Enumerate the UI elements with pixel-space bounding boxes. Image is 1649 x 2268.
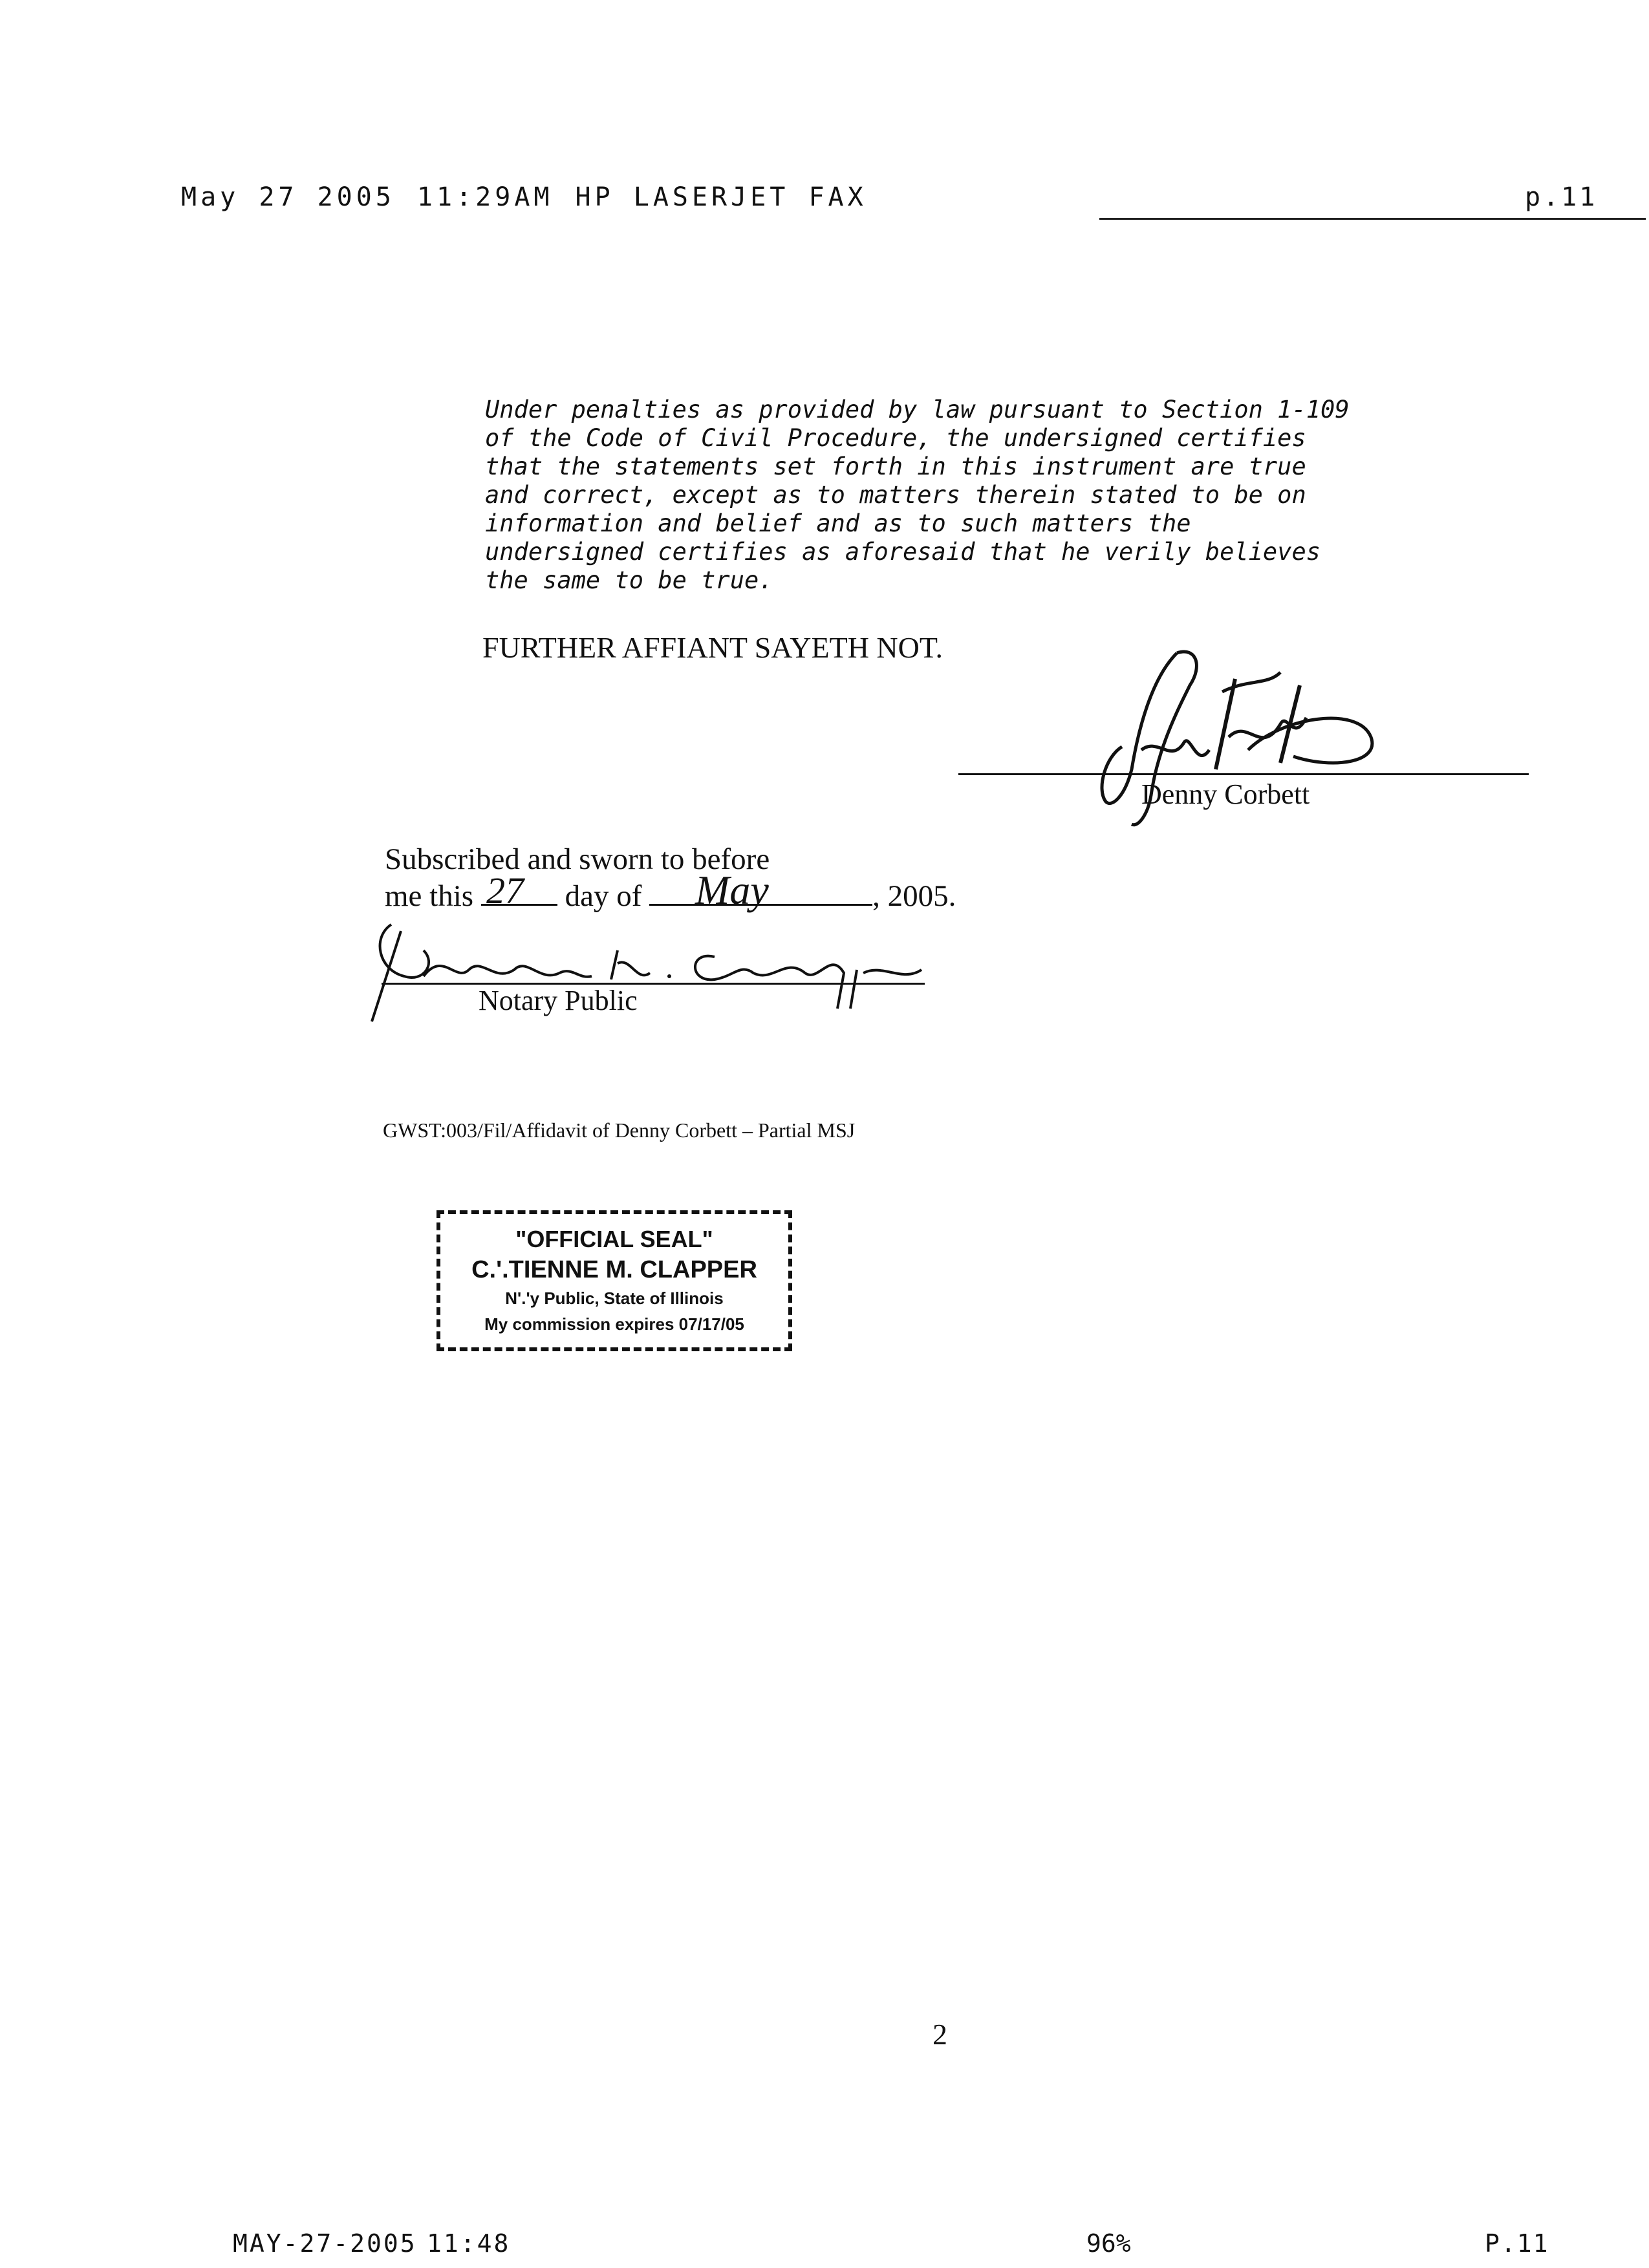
- notary-signature: [365, 912, 928, 1028]
- jurat-prefix: me this: [385, 879, 474, 913]
- affiant-name: Denny Corbett: [1141, 778, 1310, 810]
- jurat-mid: day of: [565, 879, 642, 913]
- certification-paragraph: [485, 396, 1455, 595]
- page-number: 2: [932, 2018, 947, 2051]
- official-seal-stamp: [436, 1210, 792, 1351]
- seal-jurisdiction: N'.'y Public, State of Illinois: [505, 1289, 724, 1308]
- fax-header-time: 11:29AM: [416, 182, 554, 212]
- certification-line: Under penalties as provided by law pursuant to Section 1-109: [485, 396, 1350, 423]
- fax-header-device: HP LASERJET FAX: [575, 182, 867, 212]
- fax-footer-percent: 96%: [1086, 2229, 1131, 2258]
- certification-line: the same to be true.: [485, 566, 773, 594]
- fax-header-date: May 27 2005: [181, 182, 395, 212]
- jurat-line-2: [385, 878, 956, 914]
- jurat-day-handwritten: 27: [486, 870, 524, 912]
- jurat-month-handwritten: May: [695, 867, 769, 913]
- notary-label: Notary Public: [479, 985, 638, 1016]
- certification-line: information and belief and as to such matters the: [485, 509, 1191, 537]
- file-reference: GWST:003/Fil/Affidavit of Denny Corbett – Partial MSJ: [383, 1118, 856, 1142]
- further-affiant-statement: FURTHER AFFIANT SAYETH NOT.: [482, 631, 943, 664]
- fax-footer-page: P.11: [1485, 2229, 1549, 2258]
- certification-line: undersigned certifies as aforesaid that he verily believes: [485, 538, 1321, 566]
- fax-header-rule: [1099, 218, 1646, 220]
- jurat-year: , 2005.: [872, 879, 956, 913]
- certification-line: and correct, except as to matters therein stated to be on: [485, 481, 1306, 509]
- fax-footer-time: 11:48: [427, 2229, 511, 2258]
- fax-footer-date: MAY-27-2005: [233, 2229, 417, 2258]
- fax-header: [181, 182, 889, 212]
- seal-commission-expiry: My commission expires 07/17/05: [484, 1314, 744, 1334]
- notary-signature-line: [382, 983, 925, 985]
- seal-title: "OFFICIAL SEAL": [515, 1226, 713, 1252]
- seal-notary-name: C.'.TIENNE M. CLAPPER: [471, 1256, 757, 1283]
- certification-line: that the statements set forth in this instrument are true: [485, 453, 1306, 480]
- certification-line: of the Code of Civil Procedure, the undersigned certifies: [485, 424, 1306, 452]
- fax-header-page: p.11: [1525, 182, 1598, 212]
- jurat-line-1: Subscribed and sworn to before: [385, 842, 770, 876]
- affiant-signature-line: [958, 773, 1529, 775]
